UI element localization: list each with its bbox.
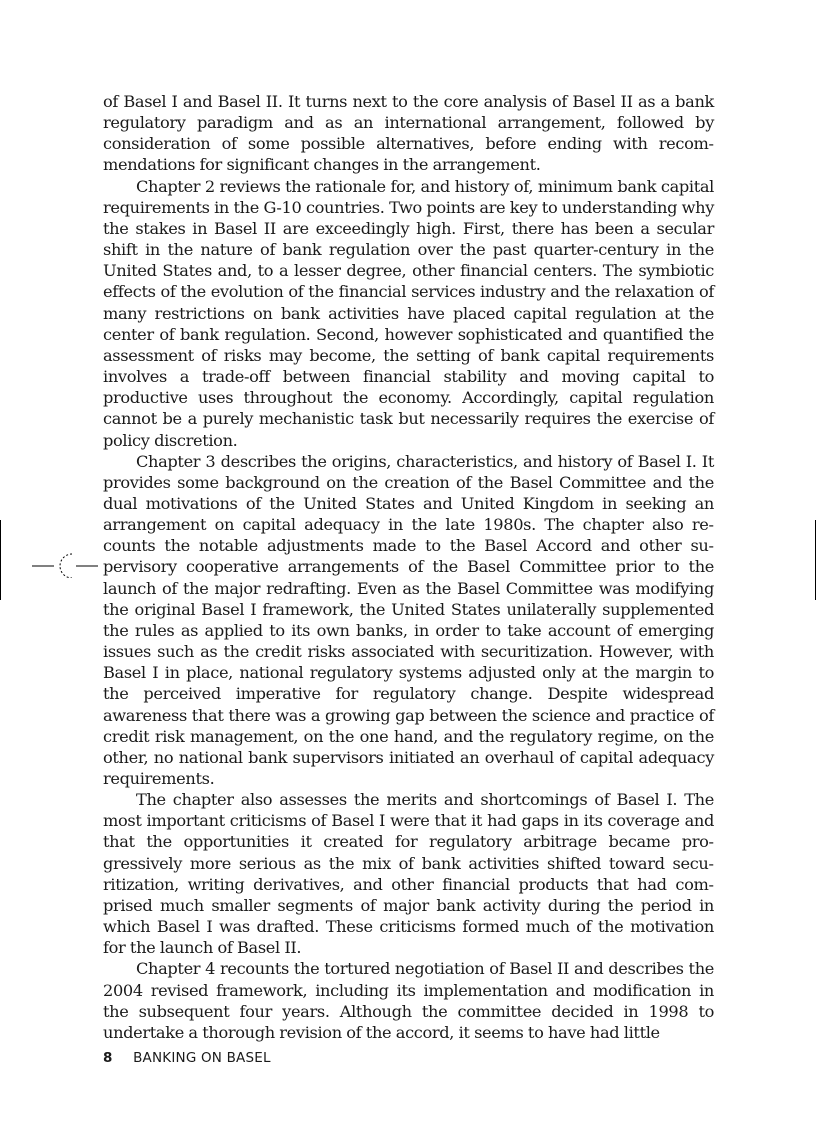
body-text [103, 91, 714, 1043]
paragraph-3: Chapter 3 describes the origins, characteristics, and history of Basel I. It provides some background on the creation of the Basel Committee and the dual motivations of the United States and United Kingdom in seeking an arrangement on capital adequacy in the late 1980s. The chapter also recounts the notable adjustments made to the Basel Accord and other supervisory cooperative arrangements of the Basel Committee prior to the launch of the major redrafting. Even as the Basel Committee was modifying the original Basel I framework, the United States unilaterally supplemented the rules as applied to its own banks, in order to take account of emerging issues such as the credit risks associated with securitization. However, with Basel I in place, national regulatory systems adjusted only at the margin to the perceived imperative for regulatory change. Despite widespread awareness that there was a growing gap between the science and practice of credit risk management, on the one hand, and the regulatory regime, on the other, no national bank supervisors initiated an overhaul of capital adequacy requirements. [103, 451, 714, 788]
paragraph-5: Chapter 4 recounts the tortured negotiation of Basel II and describes the 2004 revised framework, including its implementation and modification in the subsequent four years. Although the committee decided in 1998 to undertake a thorough revision of the accord, it seems to have had little [103, 959, 714, 1042]
page-footer [103, 1050, 271, 1066]
running-title: BANKING ON BASEL [133, 1050, 271, 1066]
crop-mark-left [0, 520, 1, 600]
page-number: 8 [103, 1050, 113, 1066]
paragraph-1: of Basel I and Basel II. It turns next to the core analysis of Basel II as a bank regulatory paradigm and as an international arrangement, followed by consideration of some possible alternatives, before ending with recommendations for significant changes in the arrangement. [103, 92, 714, 175]
paragraph-2: Chapter 2 reviews the rationale for, and history of, minimum bank capital requirements in the G-10 countries. Two points are key to understanding why the stakes in Basel II are exceedingly high. First, there has been a secular shift in the nature of bank regulation over the past quarter-century in the United States and, to a lesser degree, other financial centers. The symbiotic effects of the evolution of the financial services industry and the relaxation of many restrictions on bank activities have placed capital regulation at the center of bank regulation. Second, however sophisticated and quantified the assessment of risks may become, the setting of bank capital requirements involves a trade-off between financial stability and moving capital to productive uses throughout the economy. Accordingly, capital regulation cannot be a purely mechanistic task but necessarily requires the exercise of policy discretion. [103, 176, 714, 450]
registration-mark-icon [28, 548, 98, 578]
paragraph-4: The chapter also assesses the merits and shortcomings of Basel I. The most important criticisms of Basel I were that it had gaps in its coverage and that the opportunities it created for regulatory arbitrage became progressively more serious as the mix of bank activities shifted toward securitization, writing derivatives, and other financial products that had comprised much smaller segments of major bank activity during the period in which Basel I was drafted. These criticisms formed much of the motivation for the launch of Basel II. [103, 790, 714, 958]
